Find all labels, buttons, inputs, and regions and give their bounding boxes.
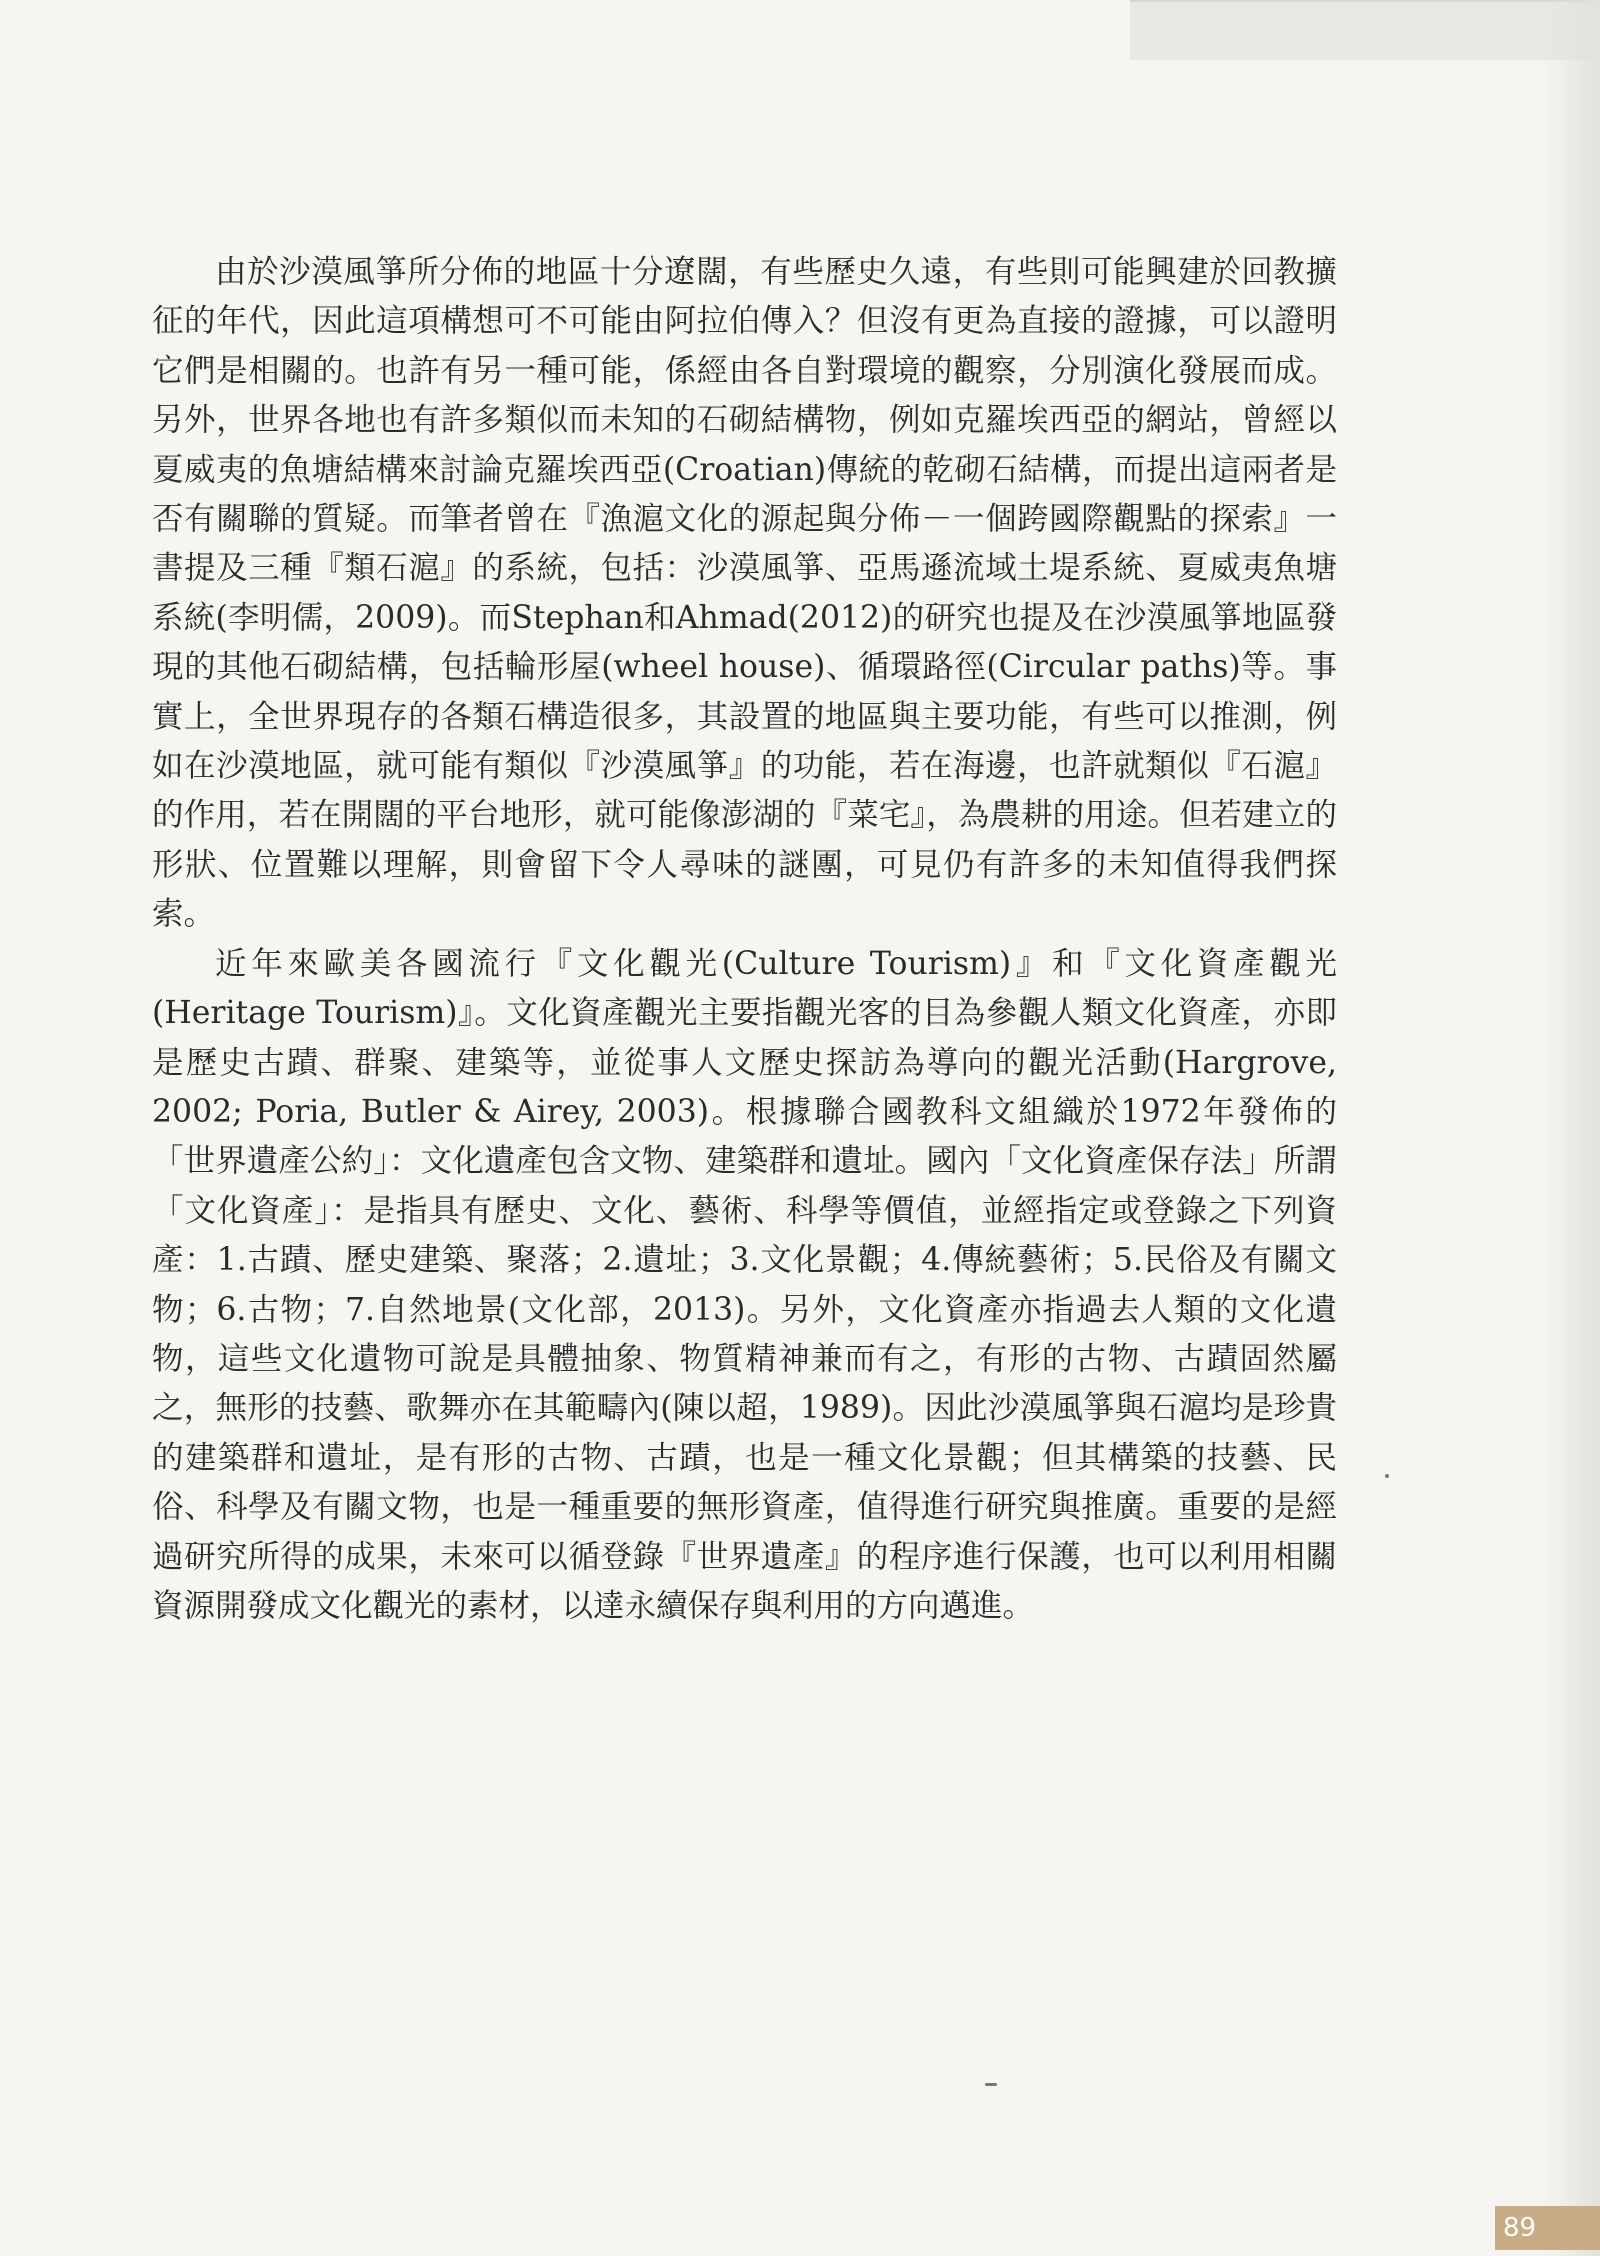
body-text (152, 248, 1337, 1631)
scan-speck (1385, 1474, 1389, 1478)
page-number: 89 (1495, 2206, 1600, 2250)
scan-edge-strip (1130, 0, 1600, 60)
scan-speck (985, 2083, 997, 2086)
paragraph-2: 近年來歐美各國流行『文化觀光(Culture Tourism)』和『文化資產觀光(Heritage Tourism)』。文化資產觀光主要指觀光客的目為參觀人類文化資產，亦即是歷史古蹟、群聚、建築等，並從事人文歷史探訪為導向的觀光活動(Hargrove, 2002; Poria, Butler & Airey, 2003)。根據聯合國教科文組織於1972年發佈的「世界遺產公約」：文化遺產包含文物、建築群和遺址。國內「文化資產保存法」所謂「文化資產」：是指具有歷史、文化、藝術、科學等價值，並經指定或登錄之下列資產：1.古蹟、歷史建築、聚落；2.遺址；3.文化景觀；4.傳統藝術；5.民俗及有關文物；6.古物；7.自然地景(文化部，2013)。另外，文化資產亦指過去人類的文化遺物，這些文化遺物可說是具體抽象、物質精神兼而有之，有形的古物、古蹟固然屬之，無形的技藝、歌舞亦在其範疇內(陳以超，1989)。因此沙漠風箏與石滬均是珍貴的建築群和遺址，是有形的古物、古蹟，也是一種文化景觀；但其構築的技藝、民俗、科學及有關文物，也是一種重要的無形資產，值得進行研究與推廣。重要的是經過研究所得的成果，未來可以循登錄『世界遺產』的程序進行保護，也可以利用相關資源開發成文化觀光的素材，以達永續保存與利用的方向邁進。 (152, 945, 1337, 1624)
paragraph-1: 由於沙漠風箏所分佈的地區十分遼闊，有些歷史久遠，有些則可能興建於回教擴征的年代，因此這項構想可不可能由阿拉伯傳入？但沒有更為直接的證據，可以證明它們是相關的。也許有另一種可能，係經由各自對環境的觀察，分別演化發展而成。另外，世界各地也有許多類似而未知的石砌結構物，例如克羅埃西亞的網站，曾經以夏威夷的魚塘結構來討論克羅埃西亞(Croatian)傳統的乾砌石結構，而提出這兩者是否有關聯的質疑。而筆者曾在『漁滬文化的源起與分佈－一個跨國際觀點的探索』一書提及三種『類石滬』的系統，包括：沙漠風箏、亞馬遜流域土堤系統、夏威夷魚塘系統(李明儒，2009)。而Stephan和Ahmad(2012)的研究也提及在沙漠風箏地區發現的其他石砌結構，包括輪形屋(wheel house)、循環路徑(Circular paths)等。事實上，全世界現存的各類石構造很多，其設置的地區與主要功能，有些可以推測，例如在沙漠地區，就可能有類似『沙漠風箏』的功能，若在海邊，也許就類似『石滬』的作用，若在開闊的平台地形，就可能像澎湖的『菜宅』，為農耕的用途。但若建立的形狀、位置難以理解，則會留下令人尋味的謎團，可見仍有許多的未知值得我們探索。 (152, 254, 1337, 933)
page-edge-shade (1540, 0, 1600, 2256)
